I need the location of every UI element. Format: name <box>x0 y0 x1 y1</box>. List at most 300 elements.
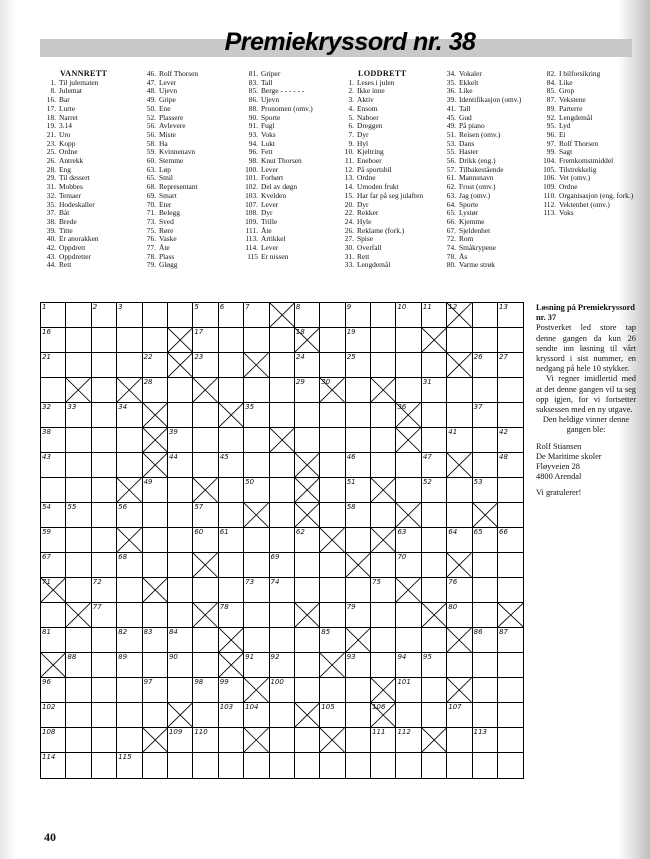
grid-cell[interactable] <box>41 403 66 428</box>
grid-cell[interactable] <box>66 653 91 678</box>
grid-cell[interactable] <box>447 703 472 728</box>
grid-cell[interactable] <box>346 578 371 603</box>
grid-cell[interactable] <box>193 403 218 428</box>
grid-cell[interactable] <box>371 303 396 328</box>
grid-cell[interactable] <box>346 528 371 553</box>
grid-cell[interactable] <box>396 328 421 353</box>
grid-cell[interactable] <box>117 703 142 728</box>
grid-cell[interactable] <box>473 453 498 478</box>
grid-cell[interactable] <box>92 528 117 553</box>
grid-cell[interactable] <box>143 478 168 503</box>
grid-cell[interactable] <box>168 453 193 478</box>
grid-cell[interactable] <box>371 578 396 603</box>
grid-cell[interactable] <box>346 678 371 703</box>
grid-cell[interactable] <box>447 578 472 603</box>
grid-cell[interactable] <box>295 378 320 403</box>
grid-cell[interactable] <box>447 378 472 403</box>
grid-cell[interactable] <box>117 403 142 428</box>
grid-cell[interactable] <box>346 503 371 528</box>
grid-cell[interactable] <box>66 478 91 503</box>
grid-cell[interactable] <box>143 628 168 653</box>
grid-cell[interactable] <box>66 728 91 753</box>
grid-cell[interactable] <box>117 603 142 628</box>
grid-cell[interactable] <box>219 578 244 603</box>
grid-cell[interactable] <box>498 703 523 728</box>
grid-cell[interactable] <box>422 353 447 378</box>
grid-cell[interactable] <box>270 603 295 628</box>
grid-cell[interactable] <box>168 503 193 528</box>
grid-cell[interactable] <box>168 553 193 578</box>
grid-cell[interactable] <box>92 753 117 778</box>
grid-cell[interactable] <box>244 628 269 653</box>
grid-cell[interactable] <box>396 653 421 678</box>
grid-cell[interactable] <box>498 753 523 778</box>
grid-cell[interactable] <box>168 303 193 328</box>
grid-cell[interactable] <box>41 728 66 753</box>
grid-cell[interactable] <box>447 728 472 753</box>
grid-cell[interactable] <box>66 578 91 603</box>
grid-cell[interactable] <box>396 628 421 653</box>
grid-cell[interactable] <box>295 553 320 578</box>
grid-cell[interactable] <box>168 403 193 428</box>
grid-cell[interactable] <box>295 353 320 378</box>
grid-cell[interactable] <box>66 628 91 653</box>
grid-cell[interactable] <box>422 553 447 578</box>
grid-cell[interactable] <box>346 478 371 503</box>
grid-cell[interactable] <box>371 328 396 353</box>
grid-cell[interactable] <box>346 328 371 353</box>
grid-cell[interactable] <box>270 478 295 503</box>
grid-cell[interactable] <box>498 678 523 703</box>
grid-cell[interactable] <box>244 753 269 778</box>
grid-cell[interactable] <box>422 453 447 478</box>
grid-cell[interactable] <box>92 653 117 678</box>
grid-cell[interactable] <box>270 578 295 603</box>
grid-cell[interactable] <box>371 753 396 778</box>
grid-cell[interactable] <box>41 628 66 653</box>
grid-cell[interactable] <box>117 353 142 378</box>
grid-cell[interactable] <box>422 303 447 328</box>
grid-cell[interactable] <box>92 553 117 578</box>
grid-cell[interactable] <box>295 578 320 603</box>
grid-cell[interactable] <box>270 453 295 478</box>
grid-cell[interactable] <box>473 678 498 703</box>
grid-cell[interactable] <box>193 453 218 478</box>
grid-cell[interactable] <box>396 303 421 328</box>
grid-cell[interactable] <box>396 528 421 553</box>
grid-cell[interactable] <box>498 728 523 753</box>
grid-cell[interactable] <box>117 553 142 578</box>
grid-cell[interactable] <box>422 403 447 428</box>
grid-cell[interactable] <box>320 703 345 728</box>
grid-cell[interactable] <box>244 328 269 353</box>
grid-cell[interactable] <box>320 328 345 353</box>
grid-cell[interactable] <box>168 753 193 778</box>
grid-cell[interactable] <box>498 378 523 403</box>
grid-cell[interactable] <box>346 728 371 753</box>
grid-cell[interactable] <box>447 403 472 428</box>
grid-cell[interactable] <box>117 753 142 778</box>
grid-cell[interactable] <box>447 428 472 453</box>
grid-cell[interactable] <box>92 328 117 353</box>
grid-cell[interactable] <box>92 628 117 653</box>
grid-cell[interactable] <box>371 728 396 753</box>
grid-cell[interactable] <box>219 528 244 553</box>
grid-cell[interactable] <box>41 328 66 353</box>
grid-cell[interactable] <box>117 328 142 353</box>
grid-cell[interactable] <box>66 403 91 428</box>
grid-cell[interactable] <box>295 678 320 703</box>
grid-cell[interactable] <box>396 753 421 778</box>
grid-cell[interactable] <box>422 428 447 453</box>
grid-cell[interactable] <box>295 728 320 753</box>
grid-cell[interactable] <box>447 653 472 678</box>
grid-cell[interactable] <box>143 753 168 778</box>
grid-cell[interactable] <box>498 353 523 378</box>
grid-cell[interactable] <box>270 503 295 528</box>
grid-cell[interactable] <box>92 603 117 628</box>
grid-cell[interactable] <box>371 453 396 478</box>
grid-cell[interactable] <box>498 403 523 428</box>
grid-cell[interactable] <box>244 528 269 553</box>
grid-cell[interactable] <box>219 303 244 328</box>
grid-cell[interactable] <box>473 703 498 728</box>
grid-cell[interactable] <box>295 753 320 778</box>
grid-cell[interactable] <box>117 678 142 703</box>
grid-cell[interactable] <box>447 478 472 503</box>
grid-cell[interactable] <box>396 703 421 728</box>
grid-cell[interactable] <box>66 703 91 728</box>
grid-cell[interactable] <box>92 453 117 478</box>
grid-cell[interactable] <box>143 353 168 378</box>
grid-cell[interactable] <box>371 553 396 578</box>
grid-cell[interactable] <box>66 753 91 778</box>
grid-cell[interactable] <box>219 453 244 478</box>
grid-cell[interactable] <box>473 578 498 603</box>
grid-cell[interactable] <box>143 303 168 328</box>
grid-cell[interactable] <box>219 553 244 578</box>
grid-cell[interactable] <box>117 578 142 603</box>
grid-cell[interactable] <box>346 303 371 328</box>
grid-cell[interactable] <box>92 678 117 703</box>
grid-cell[interactable] <box>320 453 345 478</box>
grid-cell[interactable] <box>193 628 218 653</box>
grid-cell[interactable] <box>447 328 472 353</box>
grid-cell[interactable] <box>396 678 421 703</box>
grid-cell[interactable] <box>498 428 523 453</box>
grid-cell[interactable] <box>320 753 345 778</box>
grid-cell[interactable] <box>219 503 244 528</box>
grid-cell[interactable] <box>473 328 498 353</box>
grid-cell[interactable] <box>92 478 117 503</box>
grid-cell[interactable] <box>117 503 142 528</box>
grid-cell[interactable] <box>219 753 244 778</box>
grid-cell[interactable] <box>92 578 117 603</box>
grid-cell[interactable] <box>219 603 244 628</box>
grid-cell[interactable] <box>117 628 142 653</box>
grid-cell[interactable] <box>320 478 345 503</box>
grid-cell[interactable] <box>193 753 218 778</box>
grid-cell[interactable] <box>193 703 218 728</box>
grid-cell[interactable] <box>346 453 371 478</box>
grid-cell[interactable] <box>320 303 345 328</box>
grid-cell[interactable] <box>41 753 66 778</box>
grid-cell[interactable] <box>270 753 295 778</box>
grid-cell[interactable] <box>219 328 244 353</box>
grid-cell[interactable] <box>498 553 523 578</box>
grid-cell[interactable] <box>92 378 117 403</box>
grid-cell[interactable] <box>270 528 295 553</box>
grid-cell[interactable] <box>498 653 523 678</box>
grid-cell[interactable] <box>320 578 345 603</box>
grid-cell[interactable] <box>41 428 66 453</box>
grid-cell[interactable] <box>41 478 66 503</box>
grid-cell[interactable] <box>92 728 117 753</box>
grid-cell[interactable] <box>422 378 447 403</box>
grid-cell[interactable] <box>320 403 345 428</box>
grid-cell[interactable] <box>396 553 421 578</box>
grid-cell[interactable] <box>371 653 396 678</box>
grid-cell[interactable] <box>219 478 244 503</box>
grid-cell[interactable] <box>473 603 498 628</box>
grid-cell[interactable] <box>193 678 218 703</box>
grid-cell[interactable] <box>422 653 447 678</box>
grid-cell[interactable] <box>346 353 371 378</box>
grid-cell[interactable] <box>193 503 218 528</box>
grid-cell[interactable] <box>41 453 66 478</box>
grid-cell[interactable] <box>320 428 345 453</box>
grid-cell[interactable] <box>396 353 421 378</box>
grid-cell[interactable] <box>498 303 523 328</box>
grid-cell[interactable] <box>66 328 91 353</box>
grid-cell[interactable] <box>219 703 244 728</box>
grid-cell[interactable] <box>498 528 523 553</box>
grid-cell[interactable] <box>498 453 523 478</box>
grid-cell[interactable] <box>473 753 498 778</box>
grid-cell[interactable] <box>422 678 447 703</box>
grid-cell[interactable] <box>219 678 244 703</box>
grid-cell[interactable] <box>295 428 320 453</box>
grid-cell[interactable] <box>447 503 472 528</box>
grid-cell[interactable] <box>143 528 168 553</box>
grid-cell[interactable] <box>168 678 193 703</box>
grid-cell[interactable] <box>295 403 320 428</box>
grid-cell[interactable] <box>473 428 498 453</box>
grid-cell[interactable] <box>473 403 498 428</box>
grid-cell[interactable] <box>320 503 345 528</box>
grid-cell[interactable] <box>270 678 295 703</box>
grid-cell[interactable] <box>168 728 193 753</box>
grid-cell[interactable] <box>422 478 447 503</box>
grid-cell[interactable] <box>219 728 244 753</box>
grid-cell[interactable] <box>66 553 91 578</box>
grid-cell[interactable] <box>193 328 218 353</box>
grid-cell[interactable] <box>41 703 66 728</box>
grid-cell[interactable] <box>396 453 421 478</box>
grid-cell[interactable] <box>422 578 447 603</box>
grid-cell[interactable] <box>320 553 345 578</box>
grid-cell[interactable] <box>143 653 168 678</box>
grid-cell[interactable] <box>270 328 295 353</box>
grid-cell[interactable] <box>41 303 66 328</box>
grid-cell[interactable] <box>498 578 523 603</box>
grid-cell[interactable] <box>41 503 66 528</box>
grid-cell[interactable] <box>168 378 193 403</box>
grid-cell[interactable] <box>320 603 345 628</box>
grid-cell[interactable] <box>143 503 168 528</box>
grid-cell[interactable] <box>66 353 91 378</box>
grid-cell[interactable] <box>244 603 269 628</box>
grid-cell[interactable] <box>320 628 345 653</box>
grid-cell[interactable] <box>422 703 447 728</box>
grid-cell[interactable] <box>498 478 523 503</box>
grid-cell[interactable] <box>244 403 269 428</box>
grid-cell[interactable] <box>295 528 320 553</box>
grid-cell[interactable] <box>168 428 193 453</box>
grid-cell[interactable] <box>92 353 117 378</box>
grid-cell[interactable] <box>295 653 320 678</box>
grid-cell[interactable] <box>193 353 218 378</box>
grid-cell[interactable] <box>244 303 269 328</box>
grid-cell[interactable] <box>320 678 345 703</box>
grid-cell[interactable] <box>168 528 193 553</box>
grid-cell[interactable] <box>117 653 142 678</box>
grid-cell[interactable] <box>473 353 498 378</box>
grid-cell[interactable] <box>219 378 244 403</box>
grid-cell[interactable] <box>41 603 66 628</box>
grid-cell[interactable] <box>219 428 244 453</box>
grid-cell[interactable] <box>422 628 447 653</box>
grid-cell[interactable] <box>473 653 498 678</box>
grid-cell[interactable] <box>41 678 66 703</box>
grid-cell[interactable] <box>371 628 396 653</box>
grid-cell[interactable] <box>41 553 66 578</box>
grid-cell[interactable] <box>396 478 421 503</box>
grid-cell[interactable] <box>66 453 91 478</box>
grid-cell[interactable] <box>66 303 91 328</box>
grid-cell[interactable] <box>66 428 91 453</box>
grid-cell[interactable] <box>498 503 523 528</box>
grid-cell[interactable] <box>371 503 396 528</box>
grid-cell[interactable] <box>270 703 295 728</box>
grid-cell[interactable] <box>143 603 168 628</box>
grid-cell[interactable] <box>473 303 498 328</box>
grid-cell[interactable] <box>244 478 269 503</box>
grid-cell[interactable] <box>346 703 371 728</box>
grid-cell[interactable] <box>346 603 371 628</box>
grid-cell[interactable] <box>396 378 421 403</box>
grid-cell[interactable] <box>371 403 396 428</box>
grid-cell[interactable] <box>498 328 523 353</box>
grid-cell[interactable] <box>193 428 218 453</box>
grid-cell[interactable] <box>92 303 117 328</box>
grid-cell[interactable] <box>473 478 498 503</box>
grid-cell[interactable] <box>422 503 447 528</box>
grid-cell[interactable] <box>41 378 66 403</box>
grid-cell[interactable] <box>270 653 295 678</box>
grid-cell[interactable] <box>193 653 218 678</box>
grid-cell[interactable] <box>396 728 421 753</box>
grid-cell[interactable] <box>473 553 498 578</box>
grid-cell[interactable] <box>219 353 244 378</box>
grid-cell[interactable] <box>346 428 371 453</box>
grid-cell[interactable] <box>422 528 447 553</box>
grid-cell[interactable] <box>143 553 168 578</box>
grid-cell[interactable] <box>143 703 168 728</box>
grid-cell[interactable] <box>66 503 91 528</box>
grid-cell[interactable] <box>447 603 472 628</box>
grid-cell[interactable] <box>41 528 66 553</box>
grid-cell[interactable] <box>66 528 91 553</box>
grid-cell[interactable] <box>92 428 117 453</box>
grid-cell[interactable] <box>244 428 269 453</box>
grid-cell[interactable] <box>168 478 193 503</box>
grid-cell[interactable] <box>244 453 269 478</box>
grid-cell[interactable] <box>447 528 472 553</box>
grid-cell[interactable] <box>193 728 218 753</box>
grid-cell[interactable] <box>422 753 447 778</box>
grid-cell[interactable] <box>244 653 269 678</box>
grid-cell[interactable] <box>168 628 193 653</box>
grid-cell[interactable] <box>92 703 117 728</box>
grid-cell[interactable] <box>143 378 168 403</box>
grid-cell[interactable] <box>92 503 117 528</box>
grid-cell[interactable] <box>66 678 91 703</box>
grid-cell[interactable] <box>168 603 193 628</box>
grid-cell[interactable] <box>117 728 142 753</box>
grid-cell[interactable] <box>117 428 142 453</box>
grid-cell[interactable] <box>270 378 295 403</box>
grid-cell[interactable] <box>473 528 498 553</box>
grid-cell[interactable] <box>117 303 142 328</box>
grid-cell[interactable] <box>371 428 396 453</box>
grid-cell[interactable] <box>244 553 269 578</box>
grid-cell[interactable] <box>193 578 218 603</box>
grid-cell[interactable] <box>447 753 472 778</box>
grid-cell[interactable] <box>92 403 117 428</box>
grid-cell[interactable] <box>168 653 193 678</box>
grid-cell[interactable] <box>117 453 142 478</box>
grid-cell[interactable] <box>270 628 295 653</box>
grid-cell[interactable] <box>270 403 295 428</box>
grid-cell[interactable] <box>168 578 193 603</box>
grid-cell[interactable] <box>498 628 523 653</box>
grid-cell[interactable] <box>371 603 396 628</box>
grid-cell[interactable] <box>193 303 218 328</box>
grid-cell[interactable] <box>396 603 421 628</box>
grid-cell[interactable] <box>473 378 498 403</box>
grid-cell[interactable] <box>473 728 498 753</box>
grid-cell[interactable] <box>41 353 66 378</box>
grid-cell[interactable] <box>270 553 295 578</box>
grid-cell[interactable] <box>295 628 320 653</box>
grid-cell[interactable] <box>143 328 168 353</box>
grid-cell[interactable] <box>244 578 269 603</box>
grid-cell[interactable] <box>270 353 295 378</box>
grid-cell[interactable] <box>193 528 218 553</box>
grid-cell[interactable] <box>346 403 371 428</box>
grid-cell[interactable] <box>346 753 371 778</box>
grid-cell[interactable] <box>244 378 269 403</box>
grid-cell[interactable] <box>346 653 371 678</box>
grid-cell[interactable] <box>346 378 371 403</box>
grid-cell[interactable] <box>371 353 396 378</box>
grid-cell[interactable] <box>270 728 295 753</box>
grid-cell[interactable] <box>295 303 320 328</box>
grid-cell[interactable] <box>320 353 345 378</box>
grid-cell[interactable] <box>473 628 498 653</box>
grid-cell[interactable] <box>143 678 168 703</box>
